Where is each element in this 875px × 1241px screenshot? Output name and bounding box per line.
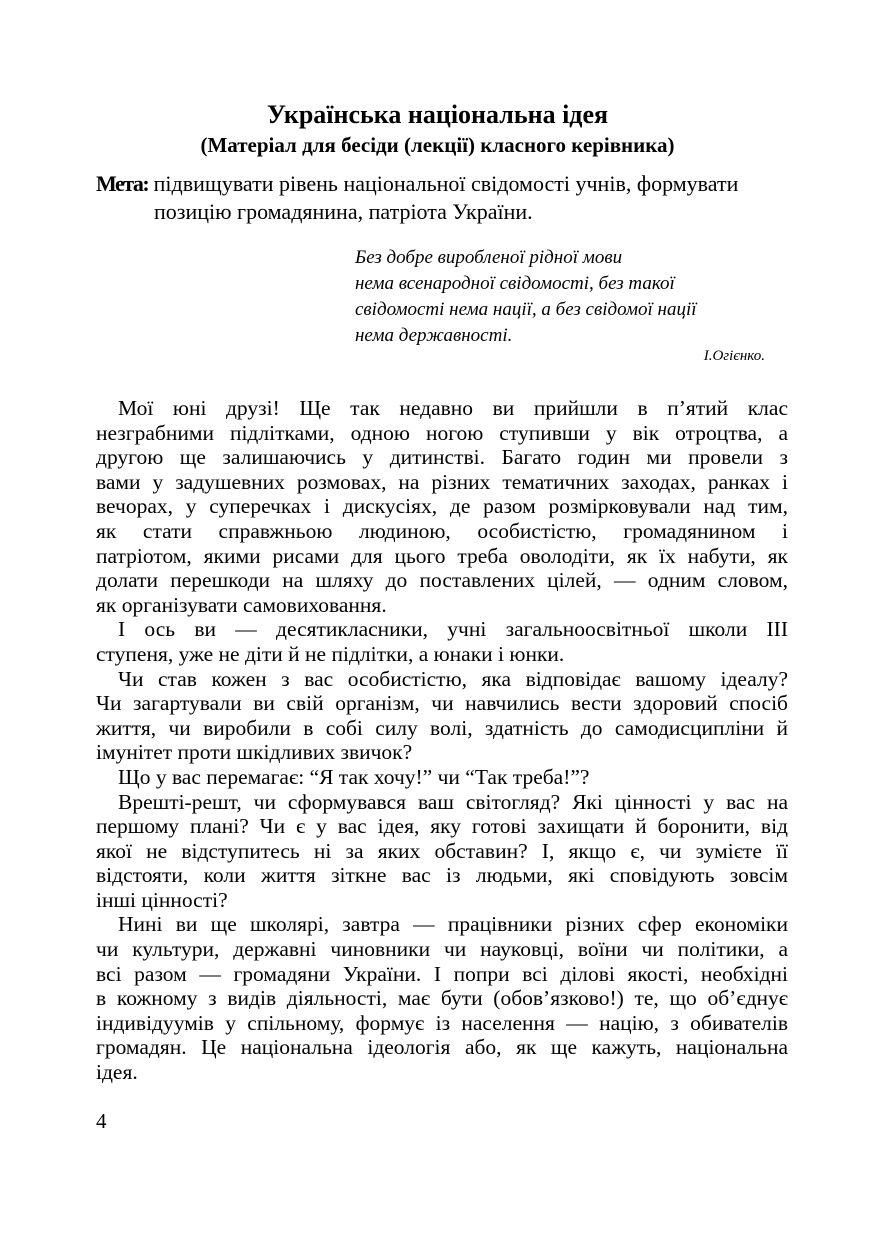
page-title: Українська національна ідея xyxy=(266,100,609,129)
epigraph-line: нема державності. xyxy=(355,325,513,346)
paragraph-line: відстояти, коли життя зіткне вас із людьми, які сповідують зовсім xyxy=(96,863,788,888)
page-subtitle: (Матеріал для бесіди (лекції) класного керівника) xyxy=(200,133,675,157)
paragraph-line: індивідуумів у спільному, формує із населення — націю, з обивателів xyxy=(96,1010,788,1035)
paragraph xyxy=(96,667,788,765)
epigraph-author: І.Огієнко. xyxy=(703,348,765,364)
paragraph-line: Нині ви ще школярі, завтра — працівники різних сфер економіки xyxy=(118,912,788,937)
paragraph-line: як стати справжньою людиною, особистістю, громадянином і xyxy=(96,518,788,543)
paragraph-line: громадян. Це національна ідеологія або, як ще кажуть, національна xyxy=(96,1035,788,1060)
paragraph-line: Що у вас перемагає: “Я так хочу!” чи “Так треба!”? xyxy=(118,764,590,789)
paragraph-line: вами у задушевних розмовах, на різних тематичних заходах, ранках і xyxy=(96,469,788,494)
goal-text-line-2: позицію громадянина, патріота України. xyxy=(154,199,533,224)
paragraph-line: життя, чи виробили в собі силу волі, здатність до самодисципліни й xyxy=(96,715,788,740)
page-number: 4 xyxy=(96,1109,107,1133)
paragraph-line: Врешті-решт, чи сформувався ваш світогляд? Які цінності у вас на xyxy=(118,789,788,814)
paragraph-line: Чи став кожен з вас особистістю, яка відповідає вашому ідеалу? xyxy=(118,666,788,691)
paragraph xyxy=(96,396,788,617)
paragraph-line: ідея. xyxy=(96,1060,138,1085)
goal-label: Мета: xyxy=(96,171,149,196)
paragraph-line: інші цінності? xyxy=(96,887,228,912)
paragraph-line: Мої юні друзі! Ще так недавно ви прийшли в п’ятий клас xyxy=(118,396,788,420)
paragraph-line: чи культури, державні чиновники чи науковці, воїни чи політики, а xyxy=(96,937,788,962)
paragraph-line: другою ще залишаючись у дитинстві. Багато годин ми провели з xyxy=(96,445,788,470)
paragraph-line: як організувати самовиховання. xyxy=(96,592,387,617)
paragraph xyxy=(96,912,788,1084)
paragraph-line: всі разом — громадяни України. І попри всі ділові якості, необхідні xyxy=(96,961,788,986)
paragraph xyxy=(96,765,788,790)
paragraph-line: першому плані? Чи є у вас ідея, яку готові захищати й боронити, від xyxy=(96,814,788,839)
paragraph-line: патріотом, якими рисами для цього треба оволодіти, як їх набути, як xyxy=(96,543,788,568)
epigraph-line: нема всенародної свідомості, без такої xyxy=(355,273,675,294)
paragraph-line: Чи загартували ви свій організм, чи навчились вести здоровий спосіб xyxy=(96,691,788,716)
paragraph-line: І ось ви — десятикласники, учні загальноосвітньої школи ІІІ xyxy=(118,617,788,642)
paragraph-line: незграбними підлітками, одною ногою ступивши у вік отроцтва, а xyxy=(96,420,788,445)
paragraph xyxy=(96,790,788,913)
paragraph-line: якої не відступитесь ні за яких обставин? І, якщо є, чи зумієте її xyxy=(96,838,788,863)
goal-statement xyxy=(96,170,791,226)
epigraph xyxy=(355,245,785,349)
paragraph-line: ступеня, уже не діти й не підлітки, а юнаки і юнки. xyxy=(96,641,565,666)
body-text xyxy=(96,396,788,1085)
epigraph-line: свідомості нема нації, а без свідомої нації xyxy=(355,299,697,320)
paragraph xyxy=(96,617,788,666)
paragraph-line: долати перешкоди на шляху до поставлених цілей, — одним словом, xyxy=(96,568,788,593)
paragraph-line: вечорах, у суперечках і дискусіях, де разом розмірковували над тим, xyxy=(96,494,788,519)
goal-text-line-1: підвищувати рівень національної свідомості учнів, формувати xyxy=(148,171,739,196)
epigraph-line: Без добре виробленої рідної мови xyxy=(355,247,623,268)
paragraph-line: імунітет проти шкідливих звичок? xyxy=(96,740,413,765)
paragraph-line: в кожному з видів діяльності, має бути (обов’язково!) те, що об’єднує xyxy=(96,986,788,1011)
